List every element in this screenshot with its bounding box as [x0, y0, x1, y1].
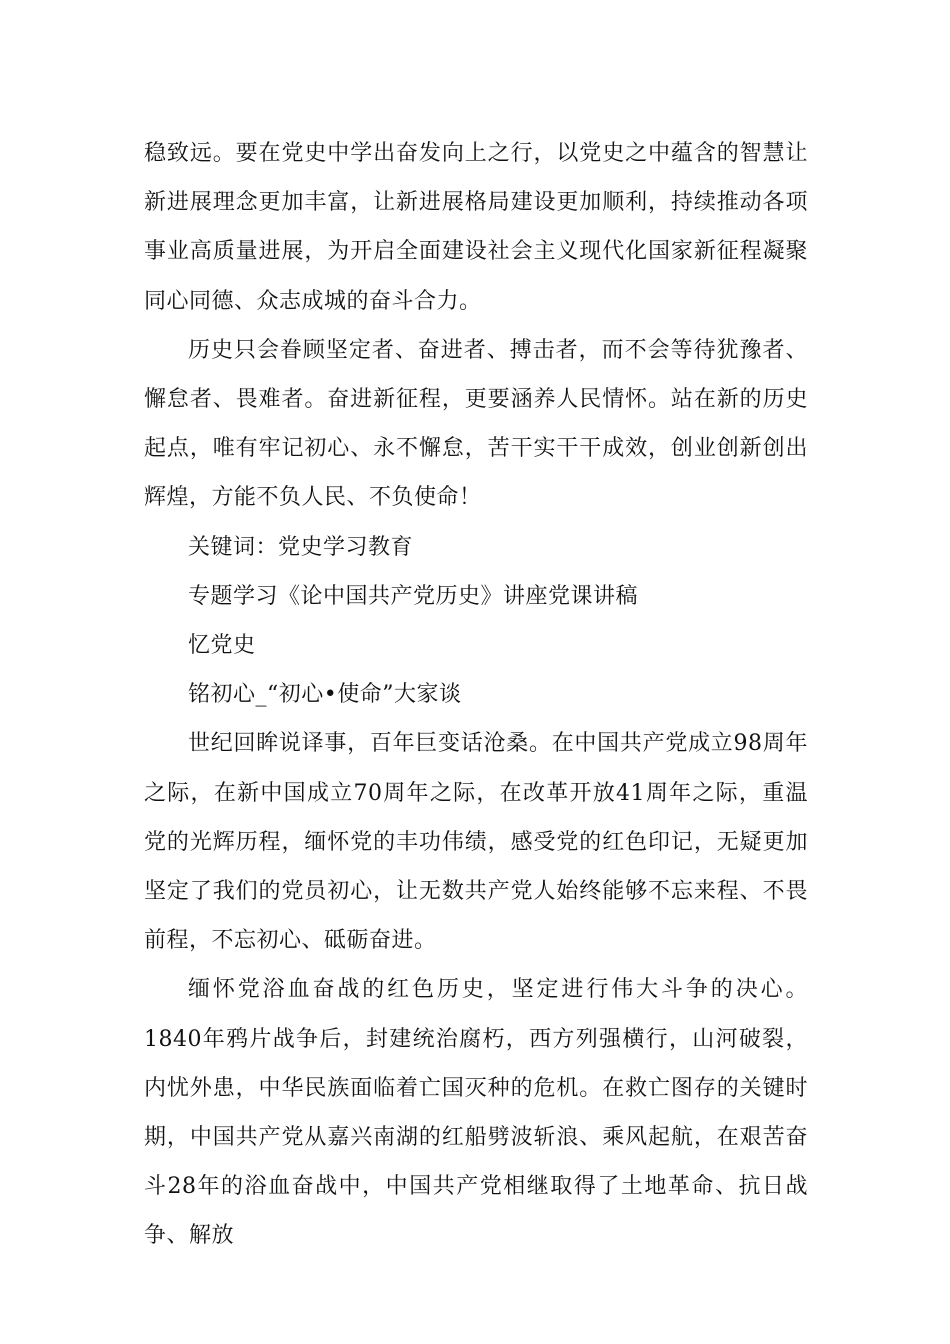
keywords-line: 关键词：党史学习教育 — [188, 534, 414, 560]
paragraph-1: 稳致远。要在党史中学出奋发向上之行，以党史之中蕴含的智慧让新进展理念更加丰富，让新进展格局建设更加顺利，持续推动各项事业高质量进展，为开启全面建设社会主义现代化国家新征程凝聚同心同德、众志成城的奋斗合力。 — [144, 141, 808, 314]
heading-original-aspiration: 铭初心_“初心•使命”大家谈 — [188, 682, 462, 708]
section-title: 专题学习《论中国共产党历史》讲座党课讲稿 — [188, 583, 639, 609]
paragraph-2: 历史只会眷顾坚定者、奋进者、搏击者，而不会等待犹豫者、懈怠者、畏难者。奋进新征程，更要涵养人民情怀。站在新的历史起点，唯有牢记初心、永不懈怠，苦干实干干成效，创业创新创出辉煌，方能不负人民、不负使命！ — [144, 337, 808, 511]
document-body — [144, 129, 808, 1261]
heading-recall-party-history: 忆党史 — [188, 633, 256, 659]
paragraph-3: 世纪回眸说译事，百年巨变话沧桑。在中国共产党成立98周年之际，在新中国成立70周年之际，在改革开放41周年之际，重温党的光辉历程，缅怀党的丰功伟绩，感受党的红色印记，无疑更加坚定了我们的党员初心，让无数共产党人始终能够不忘来程、不畏前程，不忘初心、砥砺奋进。 — [144, 731, 808, 954]
paragraph-4: 缅怀党浴血奋战的红色历史，坚定进行伟大斗争的决心。1840年鸦片战争后，封建统治腐朽，西方列强横行，山河破裂，内忧外患，中华民族面临着亡国灭种的危机。在救亡图存的关键时期，中国共产党从嘉兴南湖的红船劈波斩浪、乘风起航，在艰苦奋斗28年的浴血奋战中，中国共产党相继取得了土地革命、抗日战争、解放 — [144, 977, 808, 1249]
